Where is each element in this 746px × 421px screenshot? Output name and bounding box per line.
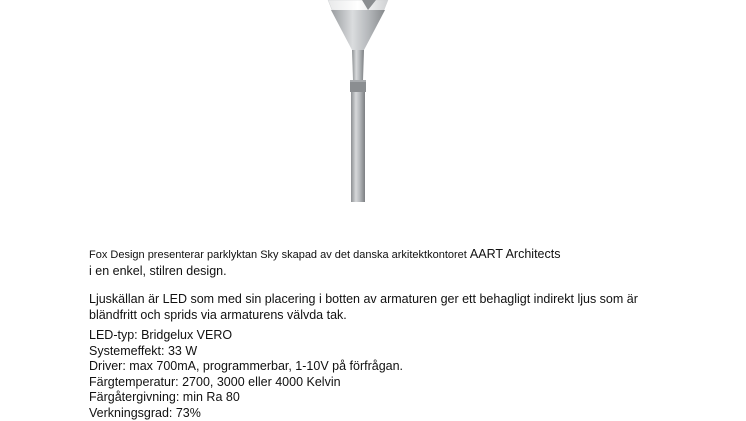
description-paragraph bbox=[89, 292, 689, 323]
intro-text-line2: i en enkel, stilren design. bbox=[89, 264, 689, 280]
spec-system-power: Systemeffekt: 33 W bbox=[89, 344, 689, 360]
spec-list bbox=[89, 328, 689, 421]
spec-efficiency: Verkningsgrad: 73% bbox=[89, 406, 689, 421]
description-line: Ljuskällan är LED som med sin placering i botten av armaturen ger ett behagligt indirekt ljus som är bbox=[89, 292, 689, 308]
description-line: bländfritt och sprids via armaturens välvda tak. bbox=[89, 308, 689, 324]
park-lamp-image bbox=[318, 0, 398, 202]
spec-color-rendering: Färgåtergivning: min Ra 80 bbox=[89, 390, 689, 406]
spec-driver: Driver: max 700mA, programmerbar, 1-10V på förfrågan. bbox=[89, 359, 689, 375]
intro-text: Fox Design presenterar parklyktan Sky skapad av det danska arkitektkontoret bbox=[89, 249, 470, 261]
spec-led-type: LED-typ: Bridgelux VERO bbox=[89, 328, 689, 344]
spec-color-temperature: Färgtemperatur: 2700, 3000 eller 4000 Kelvin bbox=[89, 375, 689, 391]
architect-name: AART Architects bbox=[470, 247, 561, 261]
intro-paragraph bbox=[89, 247, 689, 279]
